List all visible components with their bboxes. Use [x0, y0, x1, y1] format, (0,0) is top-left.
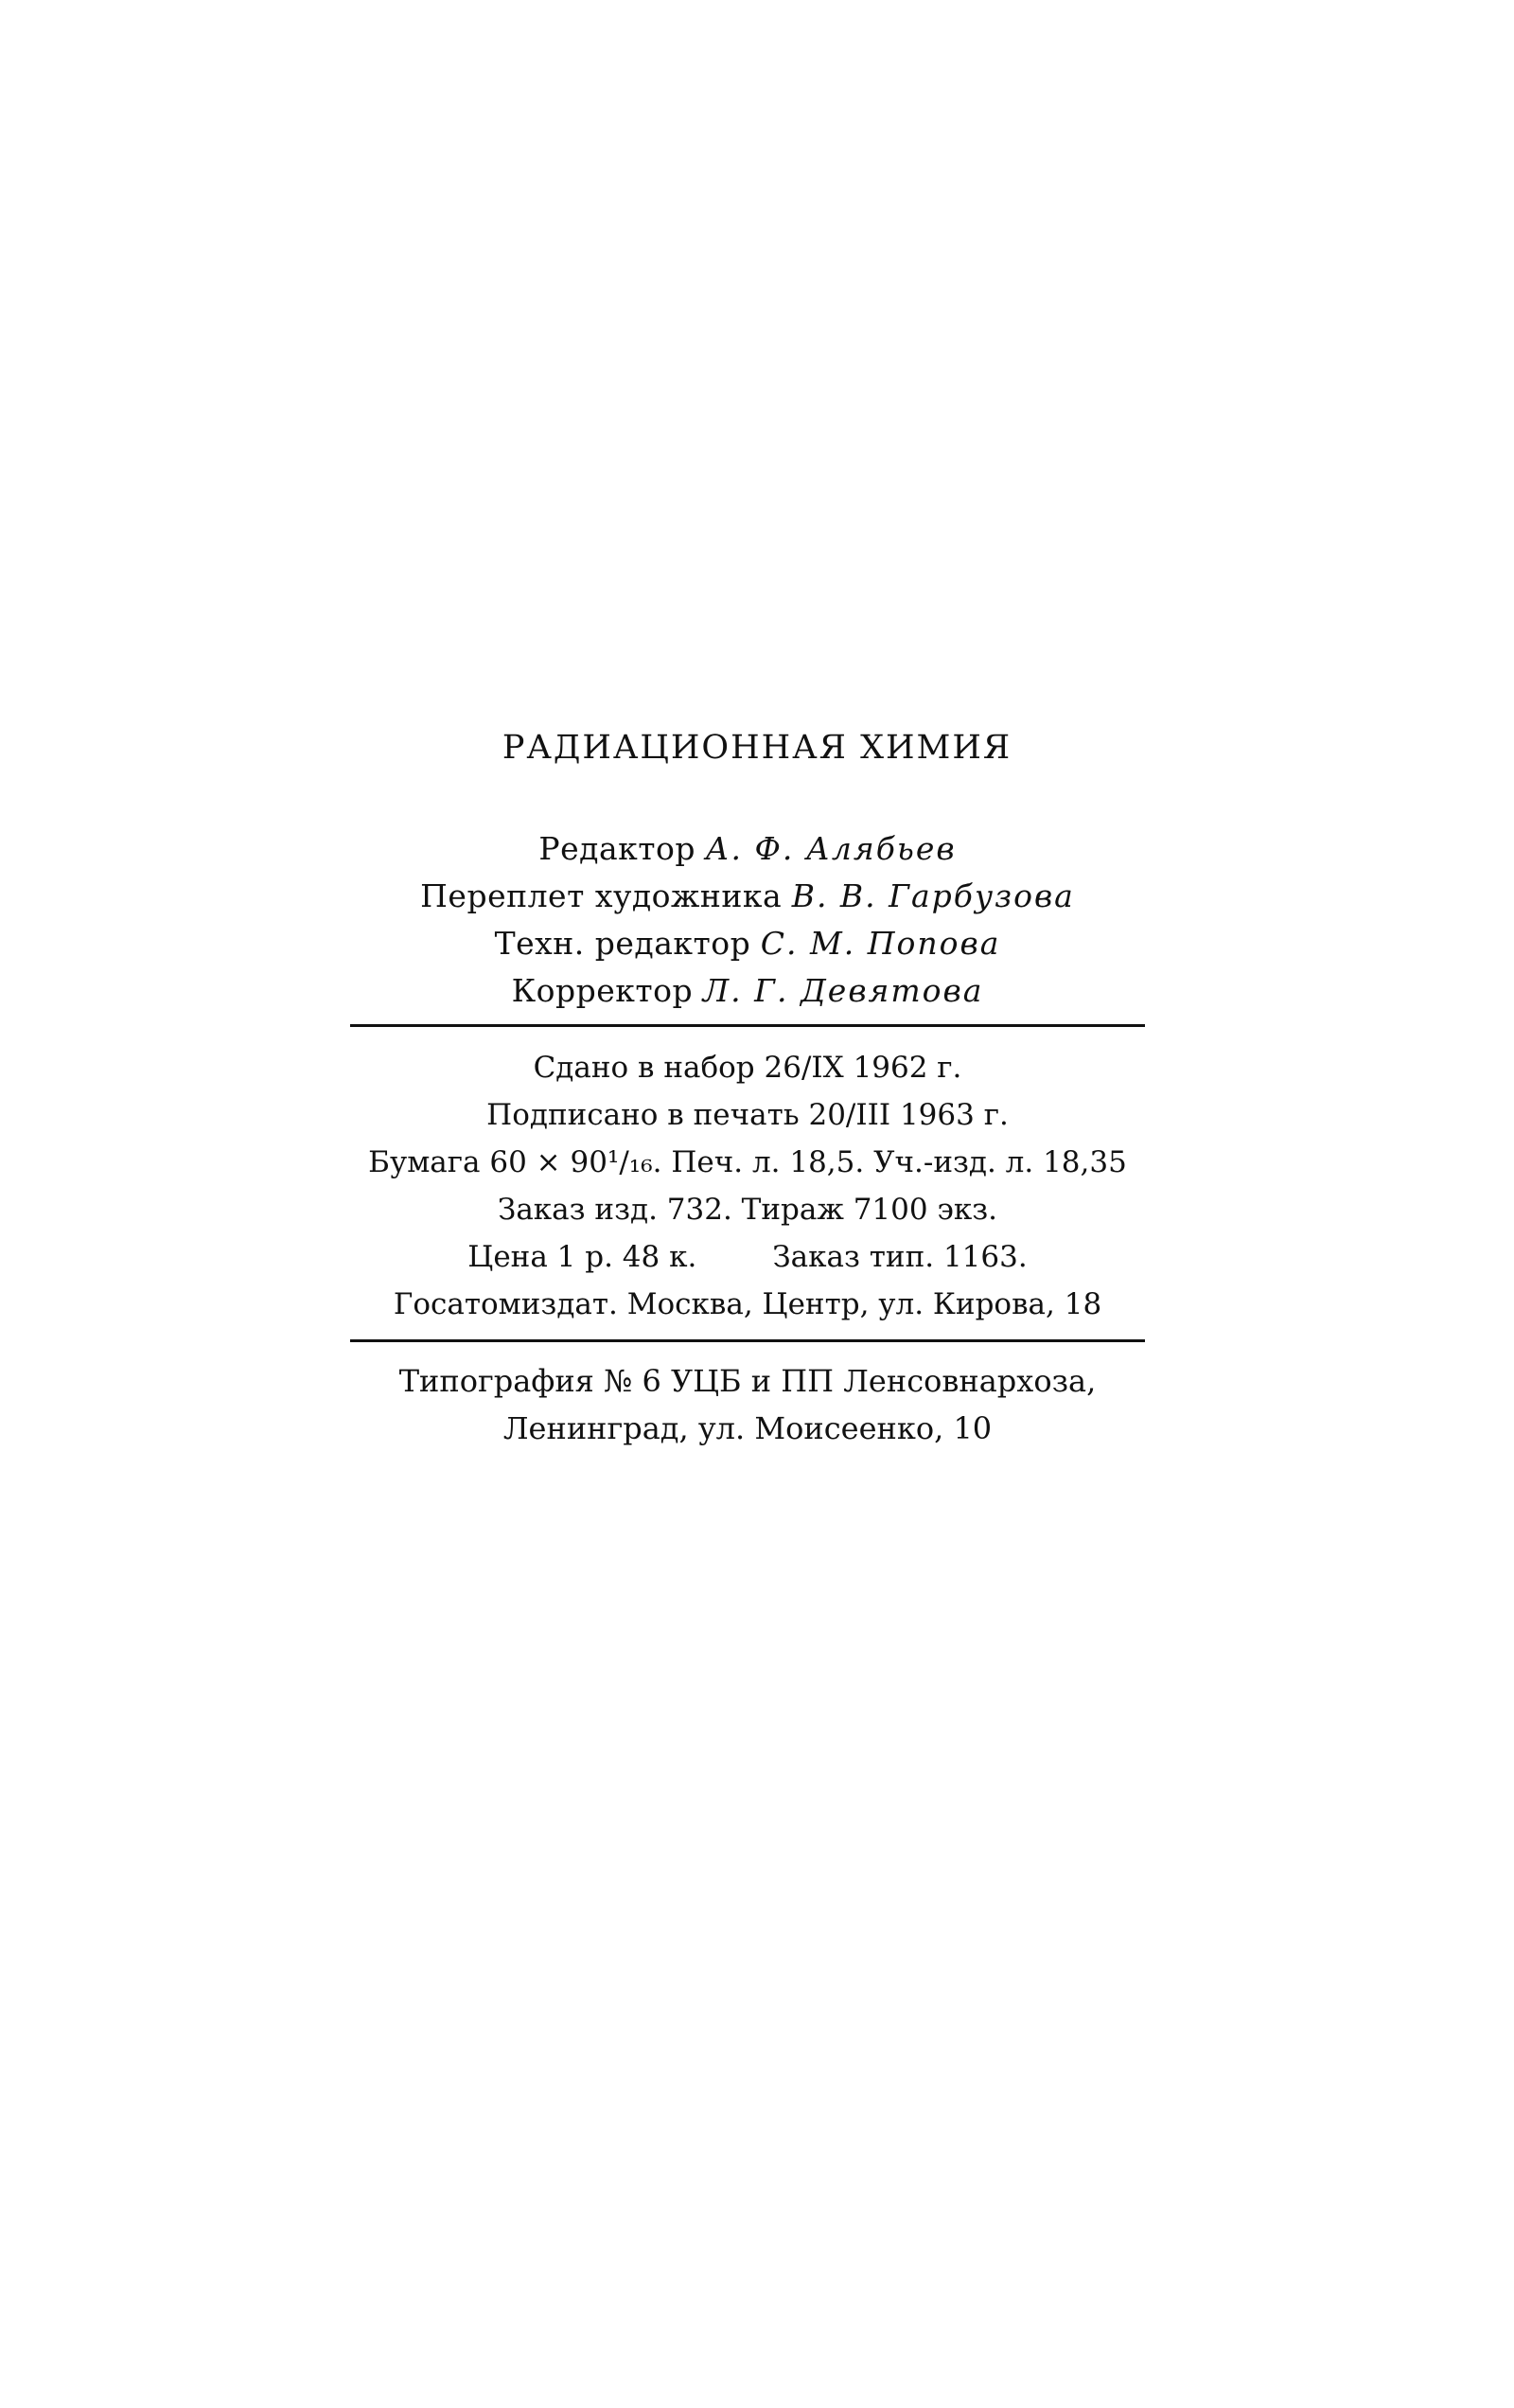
credit-name: С. М. Попова [760, 925, 1001, 962]
publication-info [350, 1044, 1145, 1328]
credit-editor [350, 825, 1145, 873]
credit-role: Корректор [511, 972, 694, 1009]
divider-rule [350, 1024, 1145, 1027]
signed-date: Подписано в печать 20/III 1963 г. [486, 1098, 1009, 1132]
edition-order: Заказ изд. 732. Тираж 7100 экз. [498, 1193, 997, 1227]
price-line [350, 1233, 1145, 1281]
credit-name: В. В. Гарбузова [791, 877, 1075, 914]
credit-role: Переплет художника [420, 877, 783, 914]
credit-role: Техн. редактор [494, 925, 751, 962]
printer-info [350, 1357, 1145, 1452]
divider-rule [350, 1339, 1145, 1342]
printer-name: Типография № 6 УЦБ и ПП Ленсовнархоза, [398, 1363, 1097, 1399]
credit-name: А. Ф. Алябьев [705, 830, 957, 867]
credits-list [350, 825, 1145, 1015]
credit-role: Редактор [538, 830, 696, 867]
credit-name: Л. Г. Девятова [702, 972, 984, 1009]
book-title: РАДИАЦИОННАЯ ХИМИЯ [502, 729, 1012, 767]
typeset-date: Сдано в набор 26/IX 1962 г. [533, 1051, 962, 1085]
publisher-address: Госатомиздат. Москва, Центр, ул. Кирова, 18 [393, 1287, 1102, 1321]
printer-address: Ленинград, ул. Моисеенко, 10 [502, 1410, 993, 1446]
paper-format: Бумага 60 × 90¹/₁₆. Печ. л. 18,5. Уч.-изд. л. 18,35 [368, 1145, 1127, 1179]
price: Цена 1 р. 48 к. [467, 1240, 697, 1274]
credit-proofreader [350, 967, 1145, 1015]
credit-tech-editor [350, 920, 1145, 967]
imprint-block [350, 729, 1145, 1452]
credit-cover-artist [350, 873, 1145, 920]
print-order: Заказ тип. 1163. [772, 1240, 1028, 1274]
